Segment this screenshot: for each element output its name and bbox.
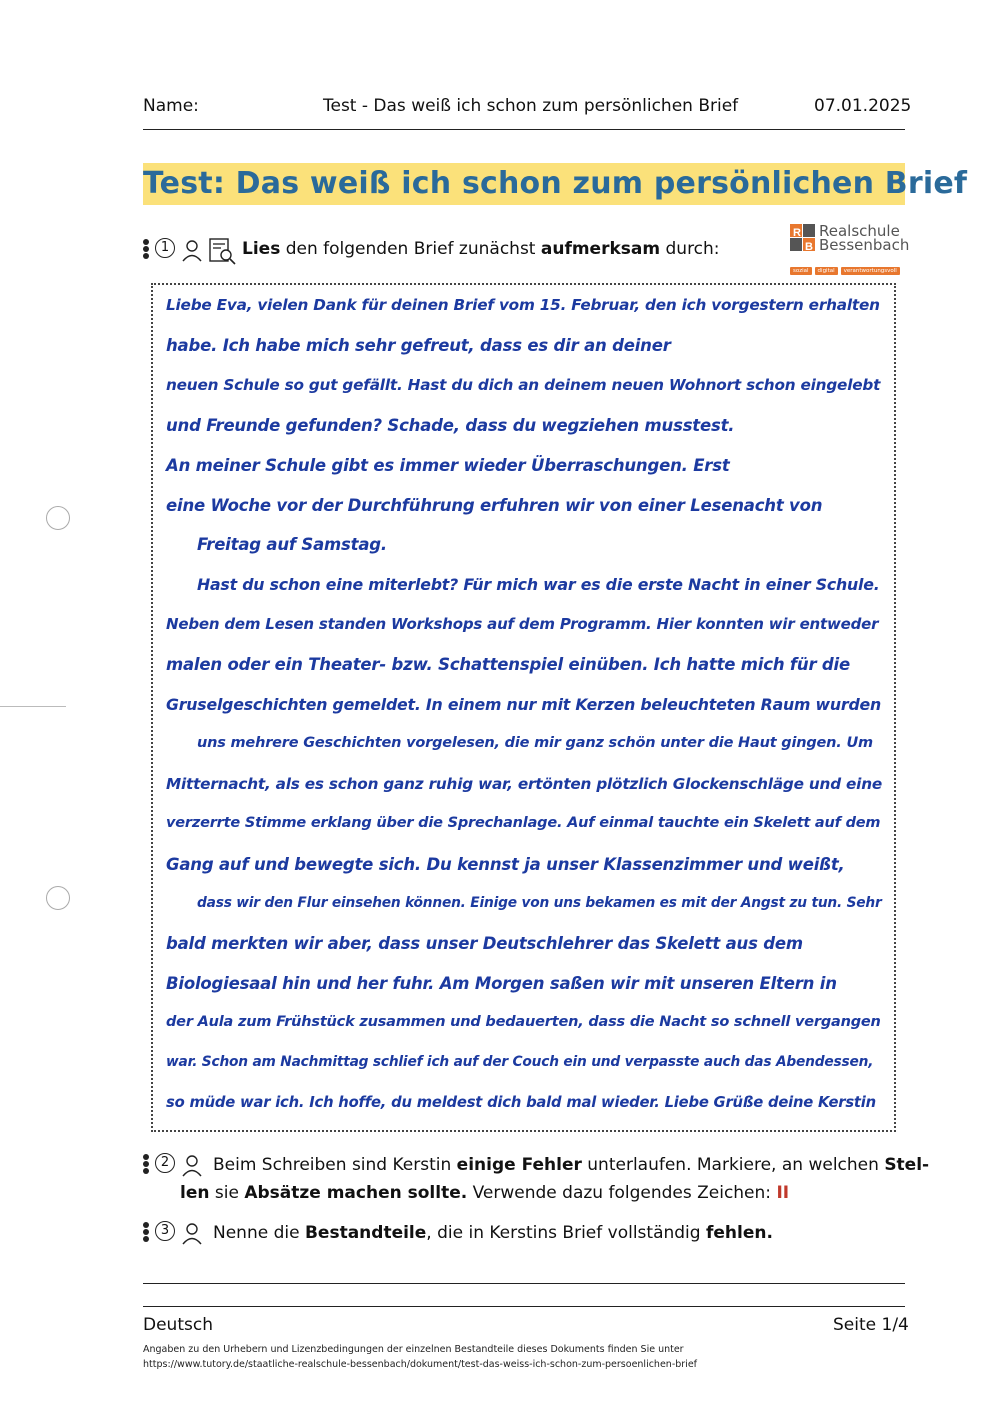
single-person-icon [181, 1221, 207, 1247]
paragraph-mark-symbol: II [776, 1183, 790, 1203]
letter-line: Freitag auf Samstag. [197, 535, 387, 554]
letter-line: Mitternacht, als es schon ganz ruhig war, ertönten plötzlich Glockenschläge und eine [166, 775, 882, 793]
letter-line: eine Woche vor der Durchführung erfuhren wir von einer Lesenacht von [166, 496, 823, 515]
logo-tag: digital [815, 267, 838, 275]
text-part: einige Fehler [456, 1155, 582, 1175]
logo-line-2: Bessenbach [819, 236, 910, 254]
letter-line: Gang auf und bewegte sich. Du kennst ja unser Klassenzimmer und weißt, [166, 855, 845, 874]
text-part: , die in Kerstins Brief vollständig [426, 1223, 706, 1243]
letter-line: malen oder ein Theater- bzw. Schattenspiel einüben. Ich hatte mich für die [166, 655, 850, 674]
letter-line: Liebe Eva, vielen Dank für deinen Brief vom 15. Februar, den ich vorgestern erhalten [166, 296, 880, 314]
letter-line: und Freunde gefunden? Schade, dass du wegziehen musstest. [166, 416, 735, 435]
letter-line: verzerrte Stimme erklang über die Sprechanlage. Auf einmal tauchte ein Skelett auf dem [166, 815, 881, 831]
letter-line: dass wir den Flur einsehen können. Einige von uns bekamen es mit der Angst zu tun. Sehr [197, 895, 882, 911]
text-part: Bestandteile [304, 1223, 427, 1243]
task-number: 1 [155, 238, 175, 258]
fold-mark [0, 706, 66, 707]
text-part: durch: [660, 239, 720, 259]
letter-line: Gruselgeschichten gemeldet. In einem nur mit Kerzen beleuchteten Raum wurden [166, 695, 882, 714]
text-part: fehlen. [705, 1223, 773, 1243]
letter-line: war. Schon am Nachmittag schlief ich auf der Couch ein und verpasste auch das Abendessen, [166, 1054, 874, 1070]
text-part: Lies [242, 239, 281, 259]
text-part: Beim Schreiben sind Kerstin [213, 1155, 457, 1175]
letter-line: Hast du schon eine miterlebt? Für mich war es die erste Nacht in einer Schule. [197, 575, 880, 594]
text-part: Nenne die [213, 1223, 305, 1243]
letter-line: Biologiesaal hin und her fuhr. Am Morgen saßen wir mit unseren Eltern in [166, 974, 837, 993]
letter-line: Neben dem Lesen standen Workshops auf dem Programm. Hier konnten wir entweder [166, 615, 879, 633]
svg-text:R: R [793, 227, 801, 239]
task-3-text [213, 1223, 773, 1243]
single-person-icon [181, 238, 207, 264]
letter-line: habe. Ich habe mich sehr gefreut, dass es dir an deiner [166, 336, 671, 355]
punch-hole-mark [46, 506, 70, 530]
task-2-text-line-1 [213, 1155, 929, 1175]
text-part: unterlaufen. Markiere, an welchen [581, 1155, 885, 1175]
document-date: 07.01.2025 [814, 96, 912, 116]
read-document-icon [207, 236, 237, 266]
letter-line: so müde war ich. Ich hoffe, du meldest dich bald mal wieder. Liebe Grüße deine Kerstin [166, 1094, 876, 1111]
task-number: 3 [155, 1221, 175, 1241]
letter-line: An meiner Schule gibt es immer wieder Überraschungen. Erst [166, 456, 730, 475]
school-logo [790, 222, 910, 274]
letter-line: neuen Schule so gut gefällt. Hast du dich an deinem neuen Wohnort schon eingelebt [166, 376, 881, 394]
single-person-icon [181, 1153, 207, 1179]
logo-emblem-icon [790, 224, 816, 252]
task-number: 2 [155, 1153, 175, 1173]
footer-divider [143, 1306, 905, 1307]
text-part: len [180, 1183, 210, 1203]
header-divider [143, 129, 905, 130]
answer-line [143, 1283, 905, 1284]
letter-line: bald merkten wir aber, dass unser Deutschlehrer das Skelett aus dem [166, 934, 803, 953]
task-2-text-line-2 [180, 1183, 789, 1203]
letter-line: der Aula zum Frühstück zusammen und bedauerten, dass die Nacht so schnell vergangen [166, 1014, 881, 1030]
text-part: aufmerksam [540, 239, 661, 259]
text-part: den folgenden Brief zunächst [280, 239, 541, 259]
logo-tag: sozial [790, 267, 812, 275]
difficulty-dots-icon [143, 1153, 151, 1175]
letter-line: uns mehrere Geschichten vorgelesen, die mir ganz schön unter die Haut gingen. Um [197, 735, 873, 751]
svg-text:B: B [805, 241, 813, 252]
difficulty-dots-icon [143, 238, 151, 260]
footer-license-url[interactable]: https://www.tutory.de/staatliche-realschule-bessenbach/dokument/test-das-weiss-ich-schon-zum-persoenlichen-brief [143, 1359, 698, 1370]
footer-page-number: Seite 1/4 [833, 1315, 909, 1335]
text-part: Absätze machen sollte. [244, 1183, 468, 1203]
logo-tags [790, 257, 903, 276]
difficulty-dots-icon [143, 1221, 151, 1243]
text-part: Verwende dazu folgendes Zeichen: [467, 1183, 777, 1203]
footer-license-note: Angaben zu den Urhebern und Lizenzbedingungen der einzelnen Bestandteile dieses Dokuments finden Sie unter [143, 1344, 684, 1355]
text-part: Stel- [884, 1155, 930, 1175]
text-part: sie [209, 1183, 245, 1203]
task-1-text [242, 239, 720, 259]
document-title: Test - Das weiß ich schon zum persönlichen Brief [323, 96, 739, 116]
page-title: Test: Das weiß ich schon zum persönlichen Brief [143, 166, 968, 201]
name-label: Name: [143, 96, 199, 116]
footer-subject: Deutsch [143, 1315, 213, 1335]
logo-line-1: Realschule [819, 222, 900, 240]
punch-hole-mark [46, 886, 70, 910]
logo-tag: verantwortungsvoll [841, 267, 900, 275]
